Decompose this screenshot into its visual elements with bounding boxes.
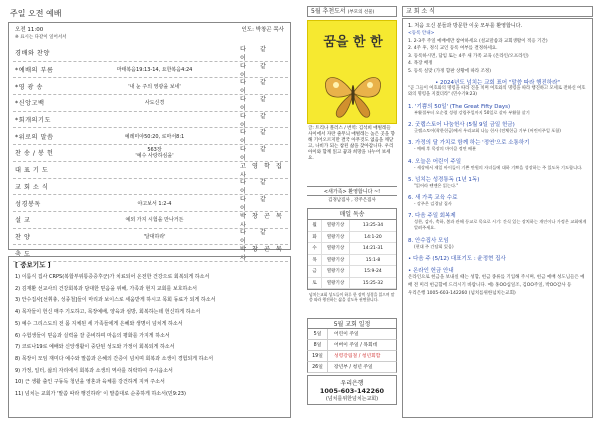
order-row [13,212,288,229]
bible-row [308,243,396,255]
bible-day: 토 [308,278,322,289]
order-row [13,45,288,62]
prayer-item: 5) 예수 그리스도의 전 몸 지체된 세 가족들에게 은혜와 생명이 넘치게 하소서 [15,320,183,327]
bible-row [308,278,396,290]
account-holder: (넘치를위한넘치는교회) [325,396,379,402]
news-item-title: 다음 주 (5/12) 대표기도 : 윤정현 집사 [413,255,506,262]
order-name: 찬 송 / 봉 헌 [15,150,54,158]
prayer-item: 6) 수험생들이 믿음과 실력을 잘 준비하며 마음의 평화를 가지게 하소서 [15,332,170,339]
news-item-desc: 굿랩스토어(착한헌금)에서 우리교회 나눔 헌사 (전체헌금 기부 (어린이주일 포함) [414,128,561,134]
prayer-item: 1) 이룸식 집사 CRPS(복합부위통증증후군)가 치료되어 온전한 건강으로 회복되게 하소서 [15,274,210,280]
order-person: 다 같 이 [240,196,272,213]
standing-note: ※ 표시는 다같이 일어서서 [15,35,67,40]
bible-row [308,232,396,244]
news-item-head [408,254,587,262]
order-content: '내 눈 주의 영광을 보네' [128,83,181,90]
offering-title: • 온라인 헌금 안내 [408,267,454,274]
right-col-b [402,6,593,418]
order-row [13,78,288,95]
bible-row [308,255,396,267]
bible-book: 열왕기상 [322,220,350,231]
order-content: 사도신경 [144,100,165,107]
news-item-desc: - 예배 후 목장의 마이클 정연 배분 [414,146,477,152]
news-item-desc: - 세상에서 제일 아이들이 기쁜 만원의 자녀들에 대하 기쁘을 성장하는 주 있도록 기도합니다. [414,164,583,170]
registration-step: 4. 목장 배정 [408,61,433,66]
bible-row [308,266,396,278]
order-name: 축 도 [15,250,31,258]
worship-order-box [8,22,291,263]
bible-day: 목 [308,255,322,266]
news-item-desc: 부활절부터 오순절 성령 강림주일까지 50일로 살아 부활합 살기 [414,110,530,115]
bible-range: 14:1-20 [364,234,382,240]
schedule-row [307,340,397,351]
bible-book: 열왕기상 [322,243,350,254]
news-item-title: 가정의 달 가치로 함께 하는 '정연'으로 소통하기 [415,140,530,147]
order-content: '달대하라' [143,233,166,240]
order-name: *예배의 부름 [15,67,54,75]
news-item-desc: 성찬, 감사, 축하, 봄과 관해 등교로 목요로 시기: 간식 있는 장치하는 개인이나 가정은 교회에게 알려주세요. [414,219,587,231]
right-page [307,6,593,418]
offering-account: 우리은행 1005-603-142260 (넘치를위한넘치는교회) [408,290,516,296]
news-item-head [408,120,587,128]
schedule-date: 26일 [308,362,328,372]
order-content: 563장 '예수 사랑하심을' [135,146,174,159]
order-person: 다 같 이 [240,62,272,79]
registration-label: <등록 안내> [408,31,435,36]
order-content: 예레미야50:20, 로마서8:1 [124,133,185,140]
news-items [408,102,587,262]
service-title: 주일 오전 예배 [10,9,62,18]
bible-rows [308,220,396,289]
order-person: 다 같 이 [240,79,272,96]
news-item-number: 5. [408,176,415,183]
order-person: 박창곤목사 [240,212,288,229]
news-item-desc: (현대 주 간담회 있음) [414,243,454,249]
order-row [13,162,288,179]
news-item-desc: "읽어라 뗀옌은 읽는다." [414,182,459,188]
order-row [13,229,288,246]
bible-range: 15:25-32 [362,280,384,286]
butterfly-icon [318,65,388,121]
news-item-title: 새 가족 교육 수료 [415,195,458,202]
registration-step: 5. 등록 실맞 (가정 함판 상황에 따라 조정) [408,68,492,74]
order-name: *회개의기도 [15,117,51,125]
bible-note: 넘치는교회 성도들이 하루 한 장씩 성경을 읽으며 말씀 따라 행진하는 삶을 살도록 권면합니다. [309,292,395,302]
service-leader: 인도: 박창곤 목사 [241,27,284,33]
registration-step: 3. 등록하시면, 담임 또는 4주 새 가족 교육 (온라인/오프라인) [408,53,529,59]
schedule-date: 5일 [308,329,328,339]
order-person: 다 같 이 [240,229,272,246]
news-item-head [408,193,587,201]
prayer-item: 4) 목자들이 헌신 매주 기도하고, 목장예배, 양육과 심방, 회복하는데 헌신하게 하소서 [15,309,201,316]
prayer-item: 8) 목장이 모임 재미다 예수와 말씀과 은혜의 간증이 넘치며 회복과 소생이 경험되게 하소서 [15,355,214,362]
bible-book: 열왕기상 [322,255,350,266]
prayer-title: [ 중보기도 ] [15,261,51,269]
prayer-item: 11) 넘치는 교회가 '말씀 따라 행진하라' 이 말씀대로 순종하게 하소서(민9:23) [15,391,186,398]
bible-book: 열왕기상 [322,266,350,277]
bible-day: 금 [308,266,322,277]
right-col-a [307,6,397,418]
book-title: 꿈을 한 한 [323,35,383,50]
news-item-head [408,102,587,110]
bible-range: 13:25-34 [362,223,384,228]
news-item-title: 넘치는 성경통독 (1년 1독) [415,176,480,183]
order-person: 다 같 이 [240,95,272,112]
order-row [13,112,288,129]
order-name: 찬 양 [15,233,31,241]
account-number: 1005-603-142260 [319,387,385,395]
order-content: 야고보서 1:2-4 [137,200,172,207]
order-name: *영 광 송 [15,83,43,91]
news-item-title: 굿랩스토어 나눔헌사 (5월 9일 금일 헌금) [415,122,515,129]
book-info: 글: 트리나 폴러스 / 번역: 김석희 애벌레들 사이에서 자란 줄무늬 애벌레는 높은 곳을 향해 기어오르지만 결국 아무것도 없음을 깨닫고, 나비가 되는 참된 삶을 찾아갑니다. 우리 아이와 함께 읽고 꿈과 희망을 나누어 보세요. [308,126,395,161]
news-item-title: 안수집사 모임 [415,237,449,244]
prayer-item: 3) 안수집사[선휘총, 성종철]들이 마리과 보이스로 세움받게 하시고 목회 동료가 되게 하소서 [15,297,216,304]
news-item-title: 오늘은 어린이 주일 [415,158,462,165]
news-item-number: 4. [408,158,415,165]
bible-day: 화 [308,232,322,243]
news-item-number: 6. [408,195,415,202]
order-person: 다 같 이 [240,145,272,162]
motto-verse: "곧 그들이 여호와의 명령을 따라 진을 치며 여호와의 명령을 따라 행진하고 모세로 전하신 여호와의 명령을 지켰더라" (민수기9:23) [408,86,586,97]
order-content: 마태복음19:13-14, 요한복음4:24 [116,67,193,74]
schedule-event: 어린이 주일 [334,332,359,337]
book-cover [307,20,397,124]
church-news-box [402,18,593,418]
order-name: 교 회 소 식 [15,183,49,191]
order-name: 설 교 [15,217,31,225]
offering-body: 온라인으로 헌금을 보내실 때는 성함, 헌금 종류를 기입해 주시며, 헌금 예배 성도님들은 예배 전 미리 헌금함에 드리시기 바랍니다. 예) 홍OO십일조, 김OO주일, 박OO감사 등 [408,274,585,288]
book-section-sub: (부모의 선물) [347,10,375,15]
bible-day: 수 [308,243,322,254]
account-box [307,375,397,405]
bank-name: 우리은행 [340,380,364,387]
bible-day: 월 [308,220,322,231]
bible-book: 열왕기상 [322,278,350,289]
bible-reading-box [307,208,397,290]
news-item-number: 2. [408,122,415,129]
order-person: 다 같 이 [240,112,272,129]
new-family-names: 김경남집사 , 강주은집사 [328,198,376,203]
news-item-desc: - 강주은 김경남 집사 [414,201,452,207]
church-news-head: 교 회 소 식 [402,6,593,17]
schedule-row [307,362,397,373]
news-item-head [408,236,587,244]
order-name: 대 표 기 도 [15,167,49,175]
news-item-title: 다음 주일 회복제 [415,213,456,220]
bible-range: 15:1-8 [365,257,381,263]
prayer-box [8,256,291,418]
prayer-item: 7) 코로나19로 예배와 신앙생활이 중단된 성도와 가정이 회복되게 하소서 [15,344,175,351]
news-item-number: • [408,255,413,262]
registration-step: 2. 4주 후, 정식 교인 등록 여부를 결정하세요. [408,46,498,51]
time-row [9,23,290,33]
schedule-event: 장년부 / 청년 주일 [334,365,373,370]
news-item-head [408,175,587,183]
news-item-number: 1. [408,104,415,110]
schedule-rows [307,329,397,373]
prayer-list [15,272,284,401]
news-item-number: 8. [408,237,415,244]
bible-reading-title: 매일 독송 [308,209,396,220]
schedule-row [307,329,397,340]
new-family-label: <새가족> 환영합니다 ~! [307,186,397,196]
prayer-item: 10) 근 생활 출인 구동독 청년을 영혼과 육체를 강건하게 지켜 주소서 [15,379,165,386]
order-row [13,128,288,145]
book-section: 5월 추천도서 [311,8,346,15]
order-row [13,145,288,162]
schedule-title: 5월 교회 일정 [307,318,397,329]
news-item-number: 3. [408,140,415,147]
order-content: 예외 가지 시험을 만나거든 [125,217,184,224]
bible-range: 14:21-31 [362,246,384,251]
schedule-date: 8일 [308,340,328,350]
order-row [13,62,288,79]
prayer-item: 2) 김재환 선교사의 건강회복과 담대한 믿음을 위해, 가족과 현지 교회를 보호하소서 [15,285,198,292]
order-name: *신앙고백 [15,100,45,108]
order-person: 박창곤목사 [240,246,288,263]
schedule-event: 어버이 주일 / 목회데 [334,343,378,348]
order-person: 다 같 이 [240,45,272,62]
order-person: 고영학집사 [240,162,288,179]
order-name: 성경봉독 [15,200,41,208]
bible-range: 15:9-24 [364,269,382,274]
left-page [8,6,291,418]
motto-banner: • 2024년도 넘치는 교회 표어 "말씀 따라 행진하라" [435,80,560,86]
bible-row [308,220,396,232]
order-name: *위로의 말씀 [15,133,54,141]
order-name: 경배와 찬양 [15,50,50,58]
order-row [13,95,288,112]
book-section-head [307,6,397,17]
schedule-date: 19일 [308,351,328,361]
order-row [13,179,288,196]
registration-step: 1. 2-3주 주일 예배에만 참여하세요 (설교말씀과 교회생활이 적응 기간) [408,38,548,44]
order-person: 다 같 이 [240,129,272,146]
prayer-item: 9) 가정, 일터, 삶의 자리에서 회복과 소생의 역사를 허락하여 주시옵소서 [15,367,173,374]
news-item-head [408,157,587,165]
service-time: 오전 11:00 [15,27,44,33]
order-list [13,45,288,262]
welcome-line: 1. 처음 오신 분들과 방문한 이웃 모두를 환영합니다. [408,23,523,29]
registration-steps [408,38,587,76]
order-row [13,195,288,212]
news-item-number: 7. [408,213,415,220]
bible-book: 열왕기상 [322,232,350,243]
schedule-event: 성령강림절 / 청년회합 [334,354,381,359]
news-item-title: '기쁨의 50일' (The Great Fifty Days) [415,104,511,110]
order-person: 다 같 이 [240,179,272,196]
schedule-row [307,351,397,362]
